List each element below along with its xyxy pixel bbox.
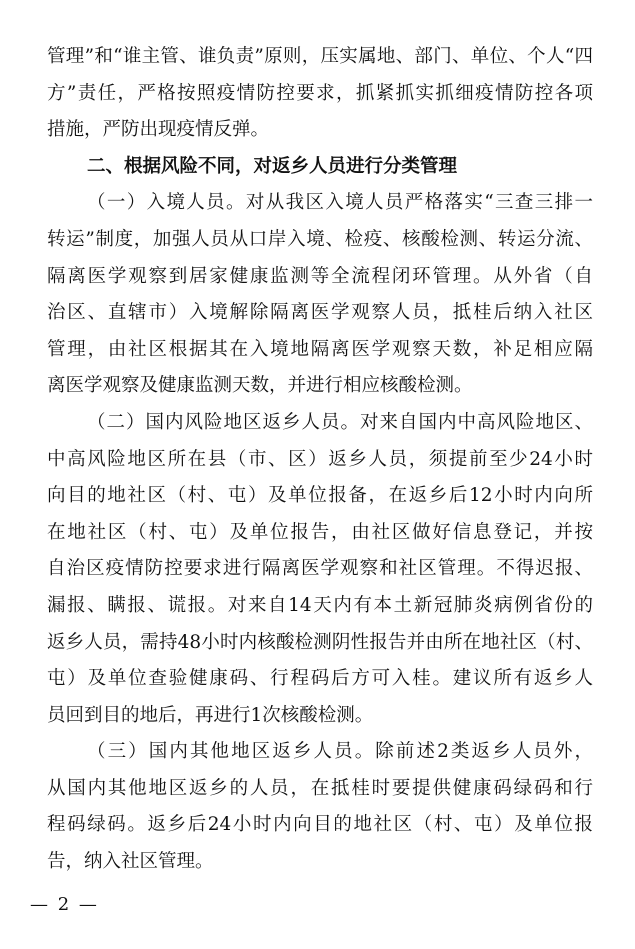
paragraph-line: 管理”和“谁主管、谁负责”原则，压实属地、部门、单位、个人“四 [47,46,593,67]
paragraph-line: 措施，严防出现疫情反弹。 [47,119,270,141]
paragraph-line: 从国内其他地区返乡的人员，在抵桂时要提供健康码绿码和行 [47,777,593,799]
section-heading: 二、根据风险不同，对返乡人员进行分类管理 [87,155,458,177]
paragraph-line: 中高风险地区所在县（市、区）返乡人员，须提前至少24小时 [47,448,593,470]
paragraph-line: 在地社区（村、屯）及单位报告，由社区做好信息登记，并按 [47,521,593,543]
paragraph-line: 自治区疫情防控要求进行隔离医学观察和社区管理。不得迟报、 [47,558,593,580]
paragraph-line: （二）国内风险地区返乡人员。对来自国内中高风险地区、 [87,411,593,433]
paragraph-line: 告，纳入社区管理。 [47,851,214,873]
page-number: — 2 — [30,894,99,915]
paragraph-line: 屯）及单位查验健康码、行程码后方可入桂。建议所有返乡人 [47,668,593,690]
paragraph-line: （一）入境人员。对从我区入境人员严格落实“三查三排一 [87,192,593,214]
document-body [47,39,593,881]
paragraph-line: 离医学观察及健康监测天数，并进行相应核酸检测。 [47,375,473,397]
paragraph-line: 转运”制度，加强人员从口岸入境、检疫、核酸检测、转运分流、 [47,228,593,250]
paragraph-line: （三）国内其他地区返乡人员。除前述2类返乡人员外， [87,741,593,763]
paragraph-line: 返乡人员，需持48小时内核酸检测阴性报告并由所在地社区（村、 [47,631,593,653]
paragraph-line: 隔离医学观察到居家健康监测等全流程闭环管理。从外省（自 [47,265,593,287]
paragraph-line: 向目的地社区（村、屯）及单位报备，在返乡后12小时内向所 [47,485,593,507]
paragraph-line: 漏报、瞒报、谎报。对来自14天内有本土新冠肺炎病例省份的 [47,594,593,616]
paragraph-line: 方”责任，严格按照疫情防控要求，抓紧抓实抓细疫情防控各项 [47,82,593,104]
paragraph-line: 员回到目的地后，再进行1次核酸检测。 [47,704,374,726]
paragraph-line: 管理，由社区根据其在入境地隔离医学观察天数，补足相应隔 [47,338,593,360]
paragraph-line: 治区、直辖市）入境解除隔离医学观察人员，抵桂后纳入社区 [47,302,593,324]
paragraph-line: 程码绿码。返乡后24小时内向目的地社区（村、屯）及单位报 [47,814,593,836]
